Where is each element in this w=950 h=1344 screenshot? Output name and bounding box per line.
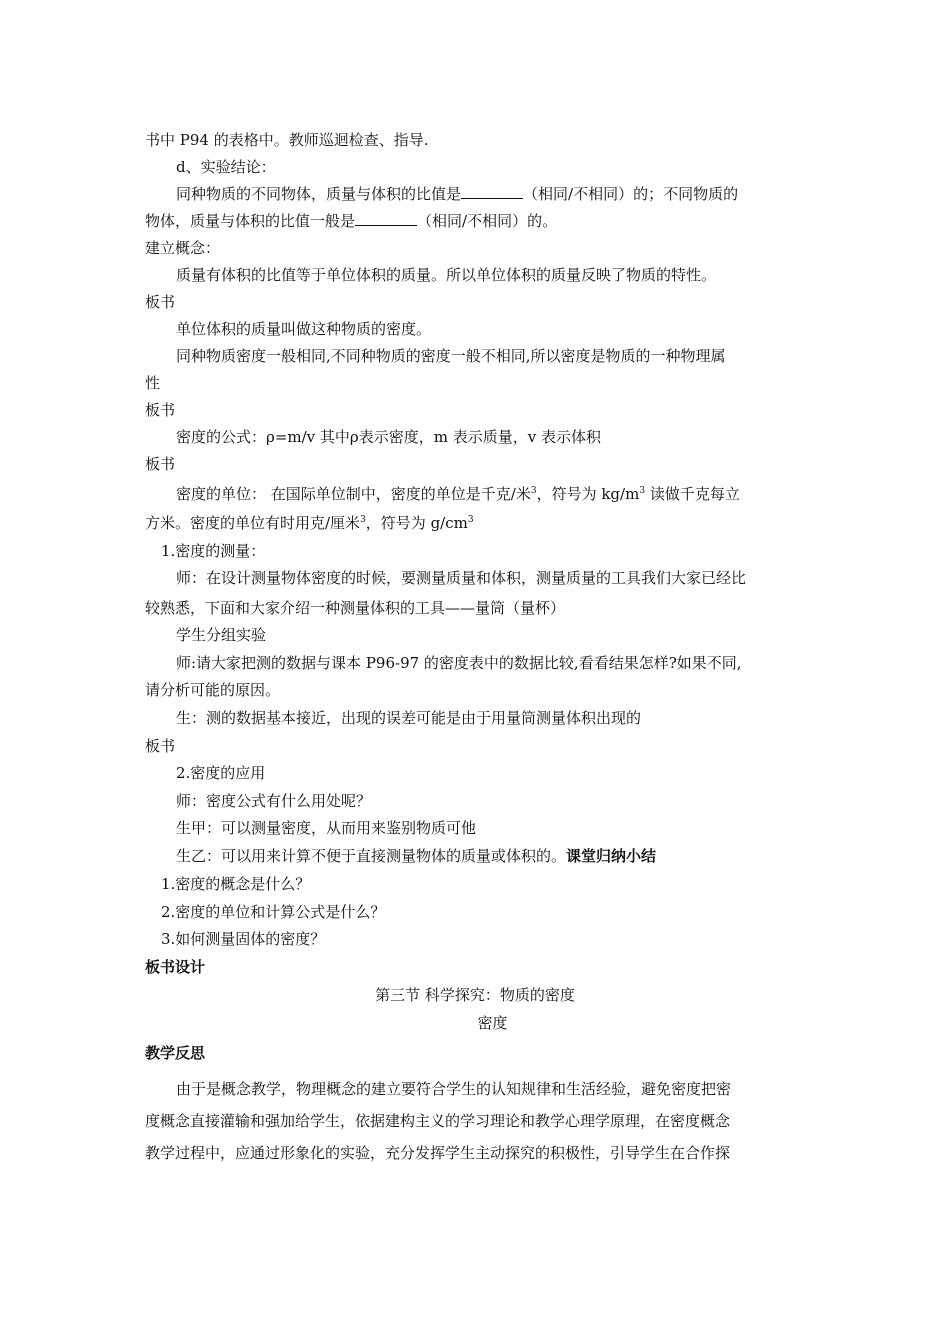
text-line (176, 184, 738, 204)
text-line (176, 846, 656, 866)
text-line: 3.如何测量固体的密度？ (161, 930, 326, 948)
text-line (145, 211, 557, 231)
text-line: 较熟悉，下面和大家介绍一种测量体积的工具——量筒（量杯） (145, 599, 566, 617)
text-line: 单位体积的质量叫做这种物质的密度。 (176, 320, 432, 338)
text-line: 师:请大家把测的数据与课本 P96-97 的密度表中的数据比较,看看结果怎样?如果不同, (176, 654, 742, 672)
text-line: 板书 (145, 455, 176, 473)
superscript: 3 (530, 486, 537, 496)
text-line: 度概念直接灌输和强加给学生，依据建构主义的学习理论和教学心理学原理，在密度概念 (145, 1112, 731, 1130)
superscript: 3 (639, 486, 646, 496)
text-span: ，符号为 g/cm (365, 514, 468, 532)
text-line: 2.密度的单位和计算公式是什么？ (161, 903, 386, 921)
text-span: 物体，质量与体积的比值一般是 (145, 212, 356, 230)
fill-blank (461, 184, 523, 199)
text-line: 书中 P94 的表格中。教师巡迴检查、指导. (145, 131, 429, 149)
text-span: 密度的单位： 在国际单位制中，密度的单位是千克/米 (176, 485, 531, 503)
superscript: 3 (467, 515, 474, 525)
text-line: 板书 (145, 737, 176, 755)
text-line: 板书 (145, 401, 176, 419)
section-heading: 板书设计 (145, 958, 206, 976)
text-line: 教学过程中，应通过形象化的实验，充分发挥学生主动探究的积极性，引导学生在合作探 (145, 1144, 731, 1162)
superscript: 3 (360, 515, 366, 525)
text-span: （相同/不相同）的；不同物质的 (523, 185, 739, 203)
text-line: 师：在设计测量物体密度的时候，要测量质量和体积，测量质量的工具我们大家已经比 (176, 569, 747, 587)
board-subtitle: 密度 (477, 1014, 508, 1032)
text-line: 生：测的数据基本接近，出现的误差可能是由于用量筒测量体积出现的 (176, 709, 642, 727)
text-line (176, 484, 740, 504)
text-span: 读做千克每立 (645, 485, 740, 503)
text-span: 同种物质的不同物体，质量与体积的比值是 (176, 185, 462, 203)
text-line: d、实验结论： (176, 158, 276, 176)
text-line: 生甲：可以测量密度，从而用来鉴别物质可他 (176, 819, 477, 837)
text-line (145, 513, 474, 533)
text-line: 性 (145, 374, 161, 392)
text-line: 学生分组实验 (176, 626, 267, 644)
text-line: 1.密度的概念是什么？ (161, 875, 311, 893)
text-line: 建立概念： (145, 239, 221, 257)
text-line: 板书 (145, 293, 176, 311)
text-line: 由于是概念教学，物理概念的建立要符合学生的认知规律和生活经验，避免密度把密 (176, 1080, 732, 1098)
section-heading: 教学反思 (145, 1044, 206, 1062)
section-heading: 课堂归纳小结 (566, 847, 657, 865)
text-line: 同种物质密度一般相同,不同种物质的密度一般不相同,所以密度是物质的一种物理属 (176, 347, 726, 365)
text-span: ，符号为 kg/m (536, 485, 640, 503)
text-line: 1.密度的测量： (161, 542, 266, 560)
fill-blank (355, 211, 417, 226)
text-span: （相同/不相同）的。 (417, 212, 558, 230)
text-line: 请分析可能的原因。 (145, 681, 281, 699)
text-line: 质量有体积的比值等于单位体积的质量。所以单位体积的质量反映了物质的特性。 (176, 266, 717, 284)
text-span: 方米。密度的单位有时用克/厘米 (145, 514, 361, 532)
text-line: 2.密度的应用 (176, 764, 266, 782)
text-line: 密度的公式：ρ=m/v 其中ρ表示密度，m 表示质量，v 表示体积 (176, 428, 601, 446)
text-span: 生乙：可以用来计算不便于直接测量物体的质量或体积的。 (176, 847, 567, 865)
text-line: 师：密度公式有什么用处呢？ (176, 792, 372, 810)
board-title: 第三节 科学探究：物质的密度 (375, 986, 575, 1004)
